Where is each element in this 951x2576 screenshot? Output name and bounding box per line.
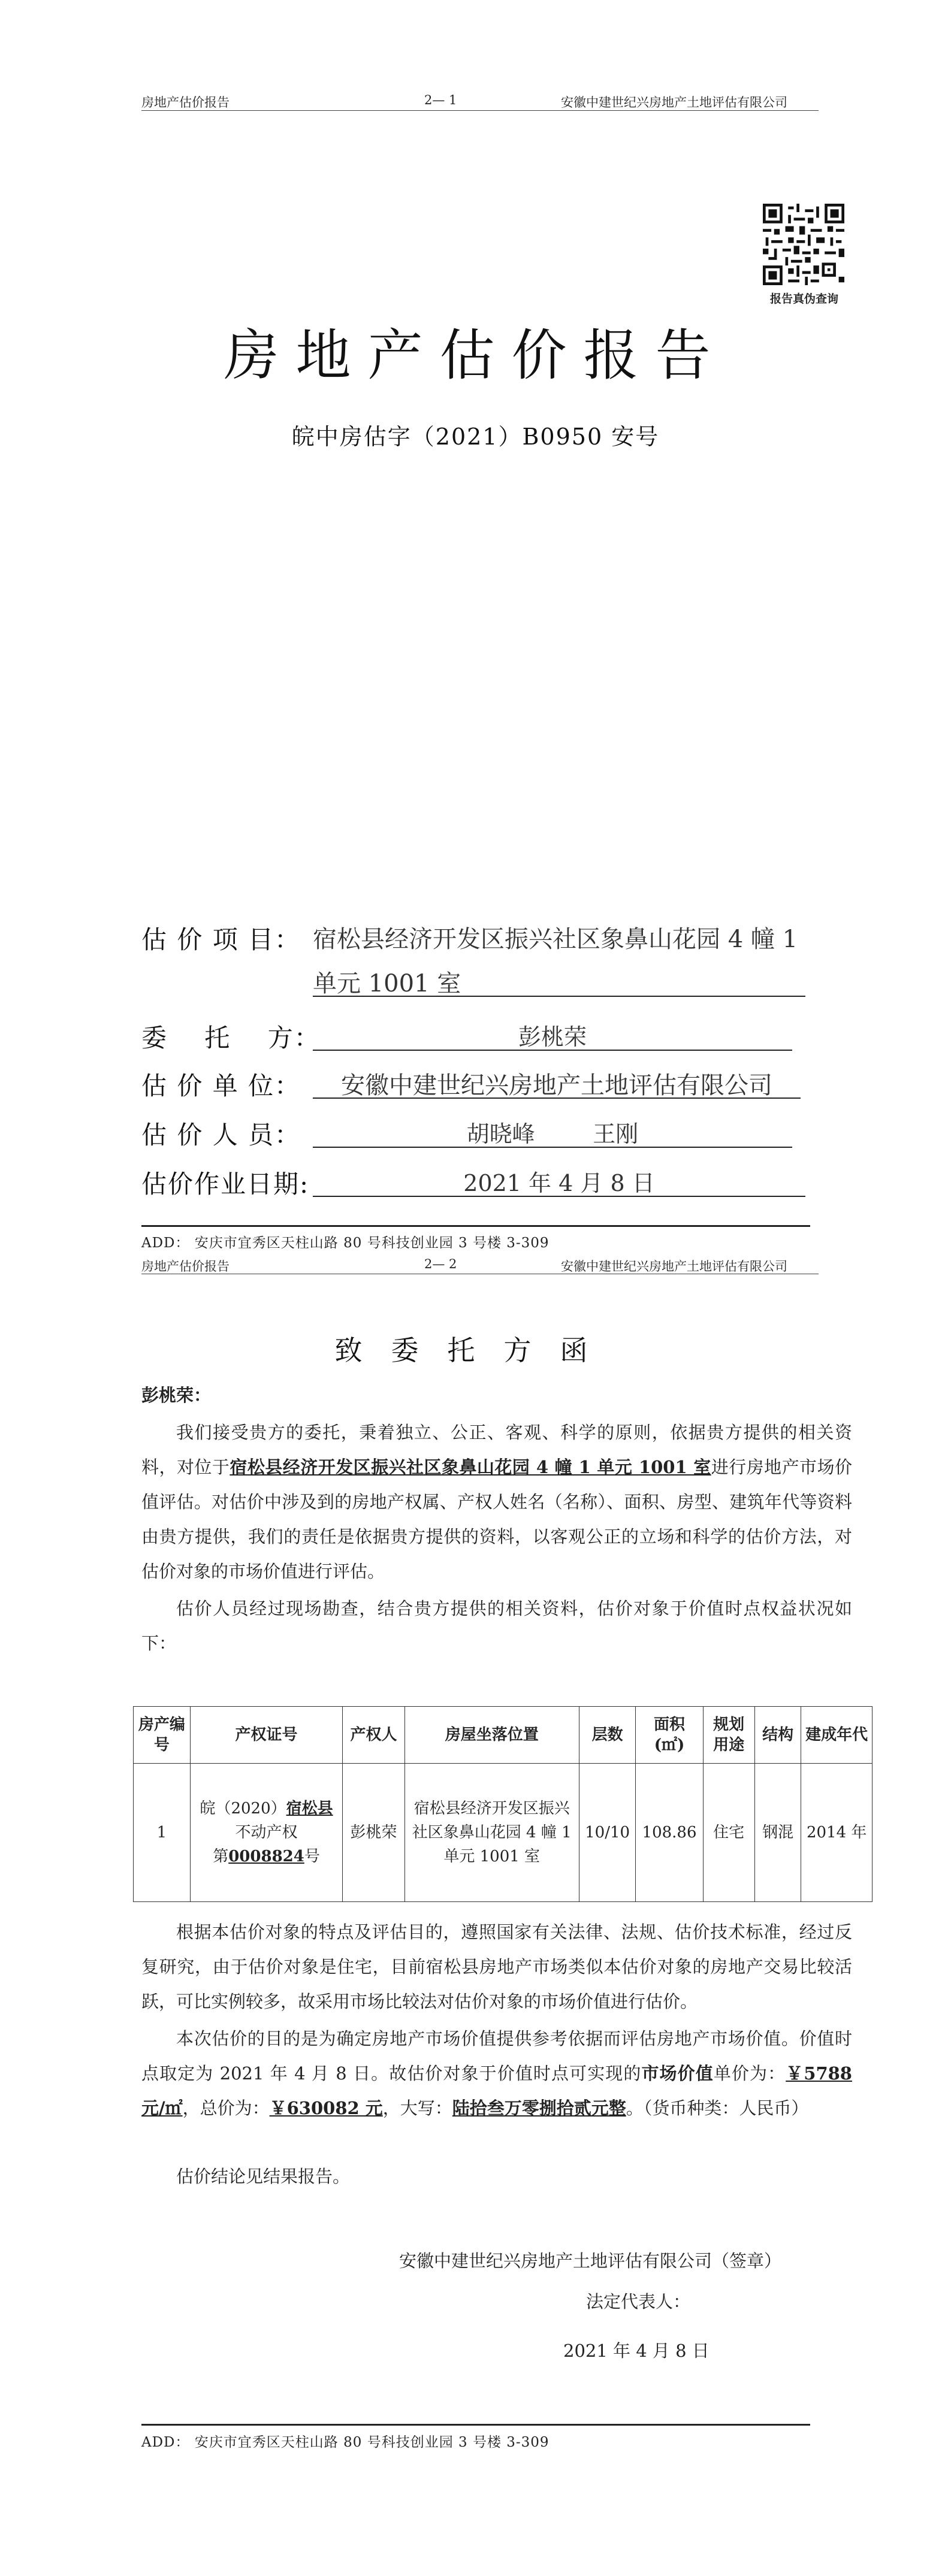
header-page-number: 2— 1 [424,93,457,107]
cell-year: 2014 年 [801,1764,872,1902]
table-header: 产权人 [343,1707,404,1764]
field-label-appraisers: 估 价 人 员： [141,1120,301,1150]
field-underline [313,996,805,997]
table-header: 建成年代 [801,1707,872,1764]
cell-floors: 10/10 [579,1764,636,1902]
table-header: 房产编号 [134,1707,191,1764]
header-right: 安徽中建世纪兴房地产土地评估有限公司 [561,95,787,110]
header-rule [141,110,819,111]
field-value-work-date: 2021 年 4 月 8 日 [463,1170,655,1196]
table-row [134,1764,872,1902]
paragraph-method: 根据本估价对象的特点及评估目的，遵照国家有关法律、法规、估价技术标准，经过反复研究，由于估价对象是住宅，目前宿松县房地产市场类似本估价对象的房地产交易比较活跃，可比实例较多，故采用市场比较法对估价对象的市场价值进行估价。 [141,1922,852,2012]
header-left: 房地产估价报告 [141,1259,230,1274]
table-header-row [134,1707,872,1764]
header-right: 安徽中建世纪兴房地产土地评估有限公司 [561,1259,787,1274]
footer-rule [141,1225,810,1227]
field-value-appraisers: 胡晓峰 王刚 [466,1121,639,1147]
field-label-project: 估 价 项 目： [141,925,301,954]
field-value-appraiser-company: 安徽中建世纪兴房地产土地评估有限公司 [341,1072,772,1099]
field-value-client: 彭桃荣 [518,1024,587,1050]
report-number: 皖中房估字（2021）B0950 安号 [291,424,660,450]
cell-certificate: 皖（2020）宿松县 不动产权 第0008824号 [190,1764,342,1902]
header-left: 房地产估价报告 [141,95,230,110]
cell-use: 住宅 [703,1764,754,1902]
company-signature: 安徽中建世纪兴房地产土地评估有限公司（签章） [399,2251,782,2271]
qr-caption: 报告真伪查询 [769,292,838,306]
table-header: 面积(㎡) [636,1707,703,1764]
field-underline [313,1196,805,1197]
signature-date: 2021 年 4 月 8 日 [563,2341,710,2361]
field-underline [313,1050,792,1051]
letter-title: 致委托方函 [334,1334,617,1366]
field-label-client: 委 托 方： [141,1023,321,1053]
paragraph-inspection: 估价人员经过现场勘查，结合贵方提供的相关资料，估价对象于价值时点权益状况如下： [141,1598,852,1653]
paragraph-commission: 我们接受贵方的委托，秉着独立、公正、客观、科学的原则，依据贵方提供的相关资料，对位于宿松县经济开发区振兴社区象鼻山花园 4 幢 1 单元 1001 室进行房地产市场价值评估。对估价中涉及到的房地产权属、产权人姓名（名称）、面积、房型、建筑年代等资料由贵方提供，我们的责任是依据贵方提供的资料，以客观公正的立场和科学的估价方法，对估价对象的市场价值进行评估。 [141,1422,852,1582]
salutation: 彭桃荣： [141,1385,212,1405]
report-title: 房地产估价报告 [224,323,727,388]
field-label-work-date: 估价作业日期: [141,1169,310,1199]
paragraph-see-result: 估价结论见结果报告。 [176,2166,351,2187]
cell-structure: 钢混 [754,1764,801,1902]
field-underline [313,1147,792,1148]
cell-location: 宿松县经济开发区振兴社区象鼻山花园 4 幢 1 单元 1001 室 [404,1764,579,1902]
table-header: 结构 [754,1707,801,1764]
cell-owner: 彭桃荣 [343,1764,404,1902]
property-table [133,1706,872,1902]
footer-address: ADD： 安庆市宜秀区天柱山路 80 号科技创业园 3 号楼 3-309 [141,2435,550,2450]
field-underline [313,1097,801,1099]
table-header: 层数 [579,1707,636,1764]
paragraph-conclusion: 本次估价的目的是为确定房地产市场价值提供参考依据而评估房地产市场价值。价值时点取定为 2021 年 4 月 8 日。故估价对象于价值时点可实现的市场价值单价为：￥5788 元/㎡，总价为：￥630082 元，大写：陆拾叁万零捌拾贰元整。（货币种类：人民币） [141,2028,852,2118]
field-value-project-line2: 单元 1001 室 [313,970,461,997]
legal-representative: 法定代表人： [586,2291,691,2312]
table-header: 房屋坐落位置 [404,1707,579,1764]
footer-address: ADD： 安庆市宜秀区天柱山路 80 号科技创业园 3 号楼 3-309 [141,1235,550,1251]
header-page-number: 2— 2 [424,1257,457,1271]
qr-code-icon[interactable] [763,204,844,285]
cell-area: 108.86 [636,1764,703,1902]
field-label-appraiser-company: 估 价 单 位： [141,1071,301,1100]
footer-rule [141,2424,810,2426]
field-value-project-line1: 宿松县经济开发区振兴社区象鼻山花园 4 幢 1 [313,926,798,953]
table-header: 产权证号 [190,1707,342,1764]
table-header: 规划用途 [703,1707,754,1764]
cell-property-no: 1 [134,1764,191,1902]
